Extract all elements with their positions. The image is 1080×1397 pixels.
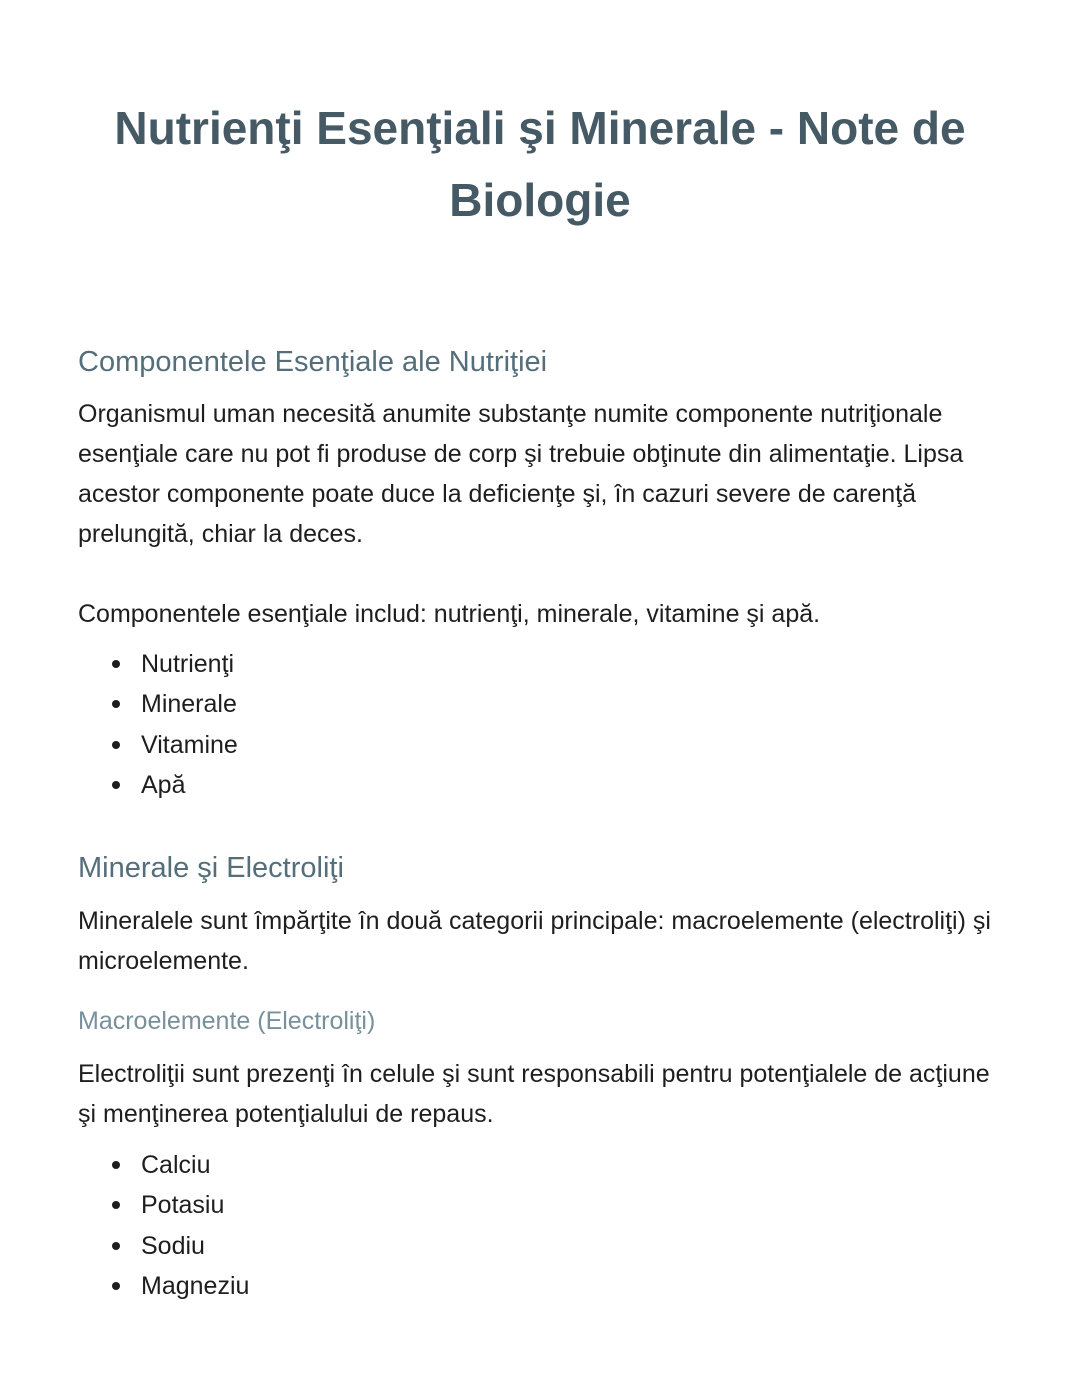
subsection-heading-macroelements: Macroelemente (Electroliţi) bbox=[78, 1007, 376, 1036]
list-item: Vitamine bbox=[78, 725, 1002, 765]
list-item: Magneziu bbox=[78, 1266, 1002, 1306]
electrolytes-list bbox=[78, 1145, 1002, 1306]
essential-components-list bbox=[78, 644, 1002, 805]
section-heading-nutrition-components: Componentele Esenţiale ale Nutriţiei bbox=[78, 346, 548, 378]
list-item: Apă bbox=[78, 765, 1002, 805]
list-item: Potasiu bbox=[78, 1185, 1002, 1225]
subsection-paragraph: Electroliţii sunt prezenţi în celule şi sunt responsabili pentru potenţialele de acţiune şi menţinerea potenţialului de repaus. bbox=[78, 1060, 990, 1129]
section-paragraph: Organismul uman necesită anumite substanţe numite componente nutriţionale esenţiale care nu pot fi produse de corp şi trebuie obţinute din alimentaţie. Lipsa acestor componente poate duce la deficienţe şi, în cazuri severe de carenţă prelungită, chiar la deces. bbox=[78, 400, 964, 548]
page-title: Nutrienţi Esenţiali şi Minerale - Note de Biologie bbox=[114, 102, 966, 226]
list-item: Minerale bbox=[78, 684, 1002, 724]
list-item: Sodiu bbox=[78, 1226, 1002, 1266]
section-heading-minerals-electrolytes: Minerale şi Electroliţi bbox=[78, 852, 344, 885]
section-paragraph: Componentele esenţiale includ: nutrienţi, minerale, vitamine şi apă. bbox=[78, 600, 821, 628]
section-paragraph: Mineralele sunt împărţite în două categorii principale: macroelemente (electroliţi) şi microelemente. bbox=[78, 907, 991, 976]
list-item: Nutrienţi bbox=[78, 644, 1002, 684]
list-item: Calciu bbox=[78, 1145, 1002, 1185]
